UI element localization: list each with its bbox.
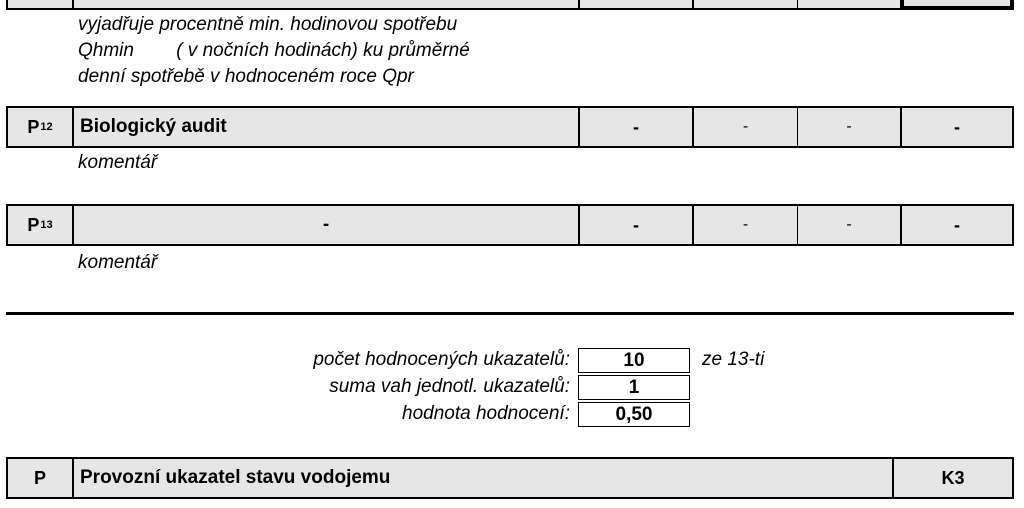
- score-label: hodnota hodnocení:: [402, 403, 570, 424]
- row-code-subscript: 13: [40, 219, 53, 231]
- row-value-3: -: [798, 108, 902, 146]
- row-value-1: -: [580, 108, 694, 146]
- row-value-3: -: [798, 206, 902, 244]
- row-comment: komentář: [78, 252, 158, 273]
- row-comment: komentář: [78, 152, 158, 173]
- top-row-v1-cell: [580, 0, 694, 8]
- top-note: [78, 12, 470, 90]
- footer-code: P: [8, 459, 74, 497]
- top-row-v2-cell: [694, 0, 798, 8]
- row-code-letter: P: [27, 116, 40, 137]
- count-value: 10: [578, 348, 690, 373]
- count-label: počet hodnocených ukazatelů:: [313, 349, 570, 370]
- row-code: [8, 206, 74, 244]
- table-row: [6, 106, 1014, 148]
- table-row: [6, 204, 1014, 246]
- top-row-v4-cell: [902, 0, 1012, 8]
- row-value-2: -: [694, 108, 798, 146]
- row-code-letter: P: [27, 214, 40, 235]
- row-name: Biologický audit: [74, 108, 580, 146]
- weights-value: 1: [578, 375, 690, 400]
- row-result: -: [902, 108, 1012, 146]
- top-row-v3-cell: [798, 0, 902, 8]
- top-note-line: denní spotřebě v hodnoceném roce Qpr: [78, 66, 414, 87]
- top-row-name-cell: [74, 0, 580, 8]
- count-suffix: ze 13-ti: [702, 349, 765, 370]
- row-code: [8, 108, 74, 146]
- row-value-2: -: [694, 206, 798, 244]
- row-code-subscript: 12: [40, 121, 53, 133]
- top-note-line: Qhmin ( v nočních hodinách) ku průměrné: [78, 40, 470, 61]
- top-row-code-cell: [8, 0, 74, 8]
- top-row-fragment: [6, 0, 1014, 10]
- section-divider: [6, 312, 1014, 315]
- score-value: 0,50: [578, 402, 690, 427]
- footer-name: Provozní ukazatel stavu vodojemu: [74, 459, 894, 497]
- top-note-line: vyjadřuje procentně min. hodinovou spotřebu: [78, 14, 458, 35]
- row-result: -: [902, 206, 1012, 244]
- footer-result: K3: [941, 467, 965, 488]
- weights-label: suma vah jednotl. ukazatelů:: [329, 376, 570, 397]
- row-name: -: [74, 206, 580, 244]
- footer-row: [6, 457, 1014, 499]
- row-value-1: -: [580, 206, 694, 244]
